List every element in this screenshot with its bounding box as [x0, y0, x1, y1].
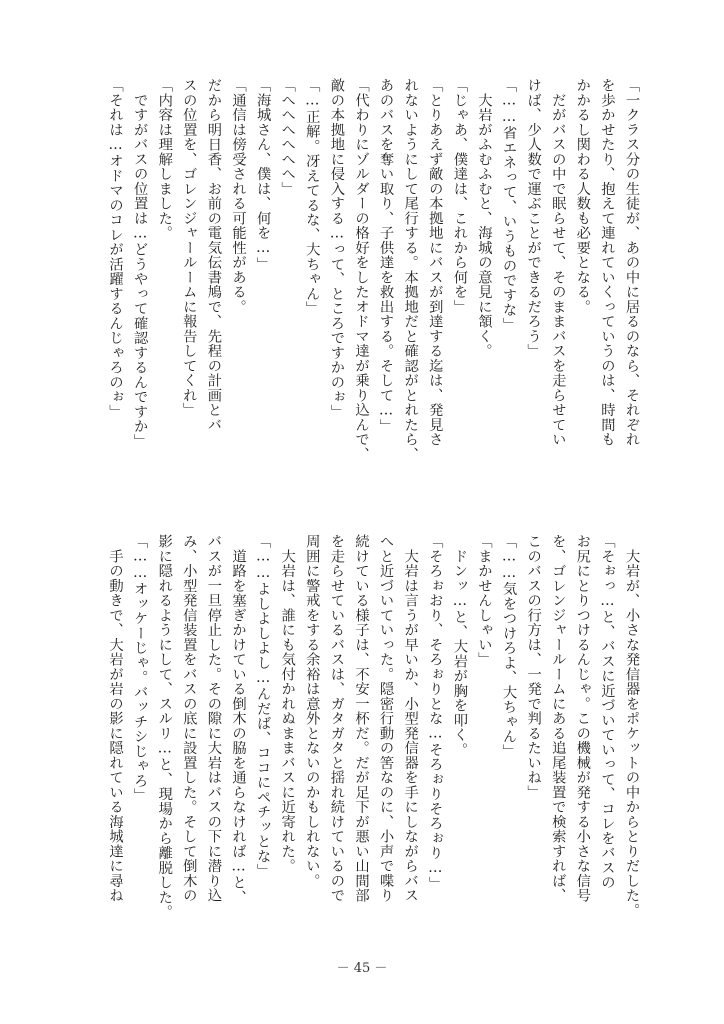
text-line: を歩かせたり、抱えて連れていくっていうのは、時間も	[599, 78, 616, 447]
text-line: 続けている様子は、不安一杯だ。だが足下が悪い山間部	[353, 534, 370, 903]
text-line: かかるし関わる人数も必要となる。	[574, 78, 591, 314]
text-line: 「一クラス分の生徒が、あの中に居るのなら、それぞれ	[624, 78, 640, 447]
text-line: ドンッ…と、大岩が胸を叩く。	[451, 534, 468, 757]
text-line: れないようにして尾行する。本拠地だと確認がとれたら、	[402, 78, 419, 462]
text-line: スの位置を、ゴレンジャールームに報告してくれ」	[181, 78, 198, 418]
text-line: あのバスを奪い取り、子供達を救出する。そして…」	[378, 78, 395, 434]
text-line: 大岩は言うが早いか、小型発信器を手にしながらバス	[402, 534, 419, 903]
text-line: 手の動きで、大岩が岩の影に隠れている海城達に尋ね	[107, 534, 124, 903]
text-line: 大岩が、小さな発信器をポケットの中からとりだした。	[624, 534, 640, 918]
text-line: 「海城さん、僕は、何を…」	[255, 78, 272, 272]
text-line: 「そぉっ…と、バスに近づいていって、コレをバスの	[599, 534, 616, 890]
text-line: 「…正解。冴えてるな、大ちゃん」	[304, 78, 321, 316]
text-line: けば、少人数で運ぶことができるだろう」	[525, 78, 542, 359]
text-line: み、小型発信装置をバスの底に設置した。そして倒木の	[181, 534, 198, 903]
text-line: 大岩がふむふむと、海城の意見に頷く。	[476, 78, 493, 359]
text-line: 敵の本拠地に侵入する…って、ところですかのぉ」	[328, 78, 345, 419]
text-line: へと近づいていった。隠密行動の筈なのに、小声で喋り	[378, 534, 395, 903]
text-line: ですがバスの位置は…どうやって確認するんですか」	[132, 78, 149, 449]
text-line: 「……オッケーじゃ。バッチシじゃろ」	[132, 534, 149, 803]
text-line: 「……よしよしよし…んだば、ココにペチッとな」	[255, 534, 272, 879]
text-line: 「それは…オドマのコレが活躍するんじゃろのぉ」	[107, 78, 124, 419]
text-line: 「じゃあ、僕達は、これから何を」	[451, 78, 468, 314]
text-line: 影に隠れるようにして、スルリ…と、現場から離脱した。	[156, 534, 173, 920]
text-line: 「まかせんしゃい」	[476, 534, 493, 667]
text-line: 「代わりにゾルダーの格好をしたオドマ達が乗り込んで、	[353, 78, 370, 462]
text-line: 「そろぉおり、そろぉりとな…そろぉりそろぉり…」	[427, 534, 444, 892]
text-line: 道路を塞ぎかけている倒木の脇を通らなければ…と、	[230, 534, 247, 905]
text-line: 「とりあえず敵の本拠地にバスが到達する迄は、発見さ	[427, 78, 444, 447]
text-line: 「内容は理解しました。	[156, 78, 173, 241]
text-line: 大岩は、誰にも気付かれぬままバスに近寄れた。	[279, 534, 296, 874]
upper-text-block	[103, 78, 644, 503]
text-line: 「……気をつけろよ、大ちゃん」	[501, 534, 518, 759]
text-line: 「通信は傍受される可能性がある。	[230, 78, 247, 314]
text-line: を走らせているバスは、ガタガタと揺れ続けているので	[328, 534, 345, 903]
text-line: だから明日香、お前の電気伝書鳩で、先程の計画とバ	[205, 78, 222, 432]
lower-text-block	[103, 534, 644, 959]
text-line: だがバスの中で眠らせて、そのままバスを走らせてい	[550, 78, 567, 447]
text-line: お尻にとりつけるんじゃ。この機械が発する小さな信号	[574, 534, 591, 903]
text-line: を、ゴレンジャールームにある追尾装置で検索すれば、	[550, 534, 567, 903]
text-line: 周囲に警戒をする余裕は意外とないのかもしれない。	[304, 534, 321, 888]
text-line: 「へへへへへへ」	[279, 78, 296, 196]
text-line: このバスの行方は、一発で判るたいね」	[525, 534, 542, 800]
text-line: バスが一旦停止した。その隙に大岩はバスの下に潜り込	[205, 534, 222, 903]
text-line: 「……省エネって、いうものですな」	[501, 78, 518, 333]
page-number: － 45 －	[336, 961, 388, 976]
